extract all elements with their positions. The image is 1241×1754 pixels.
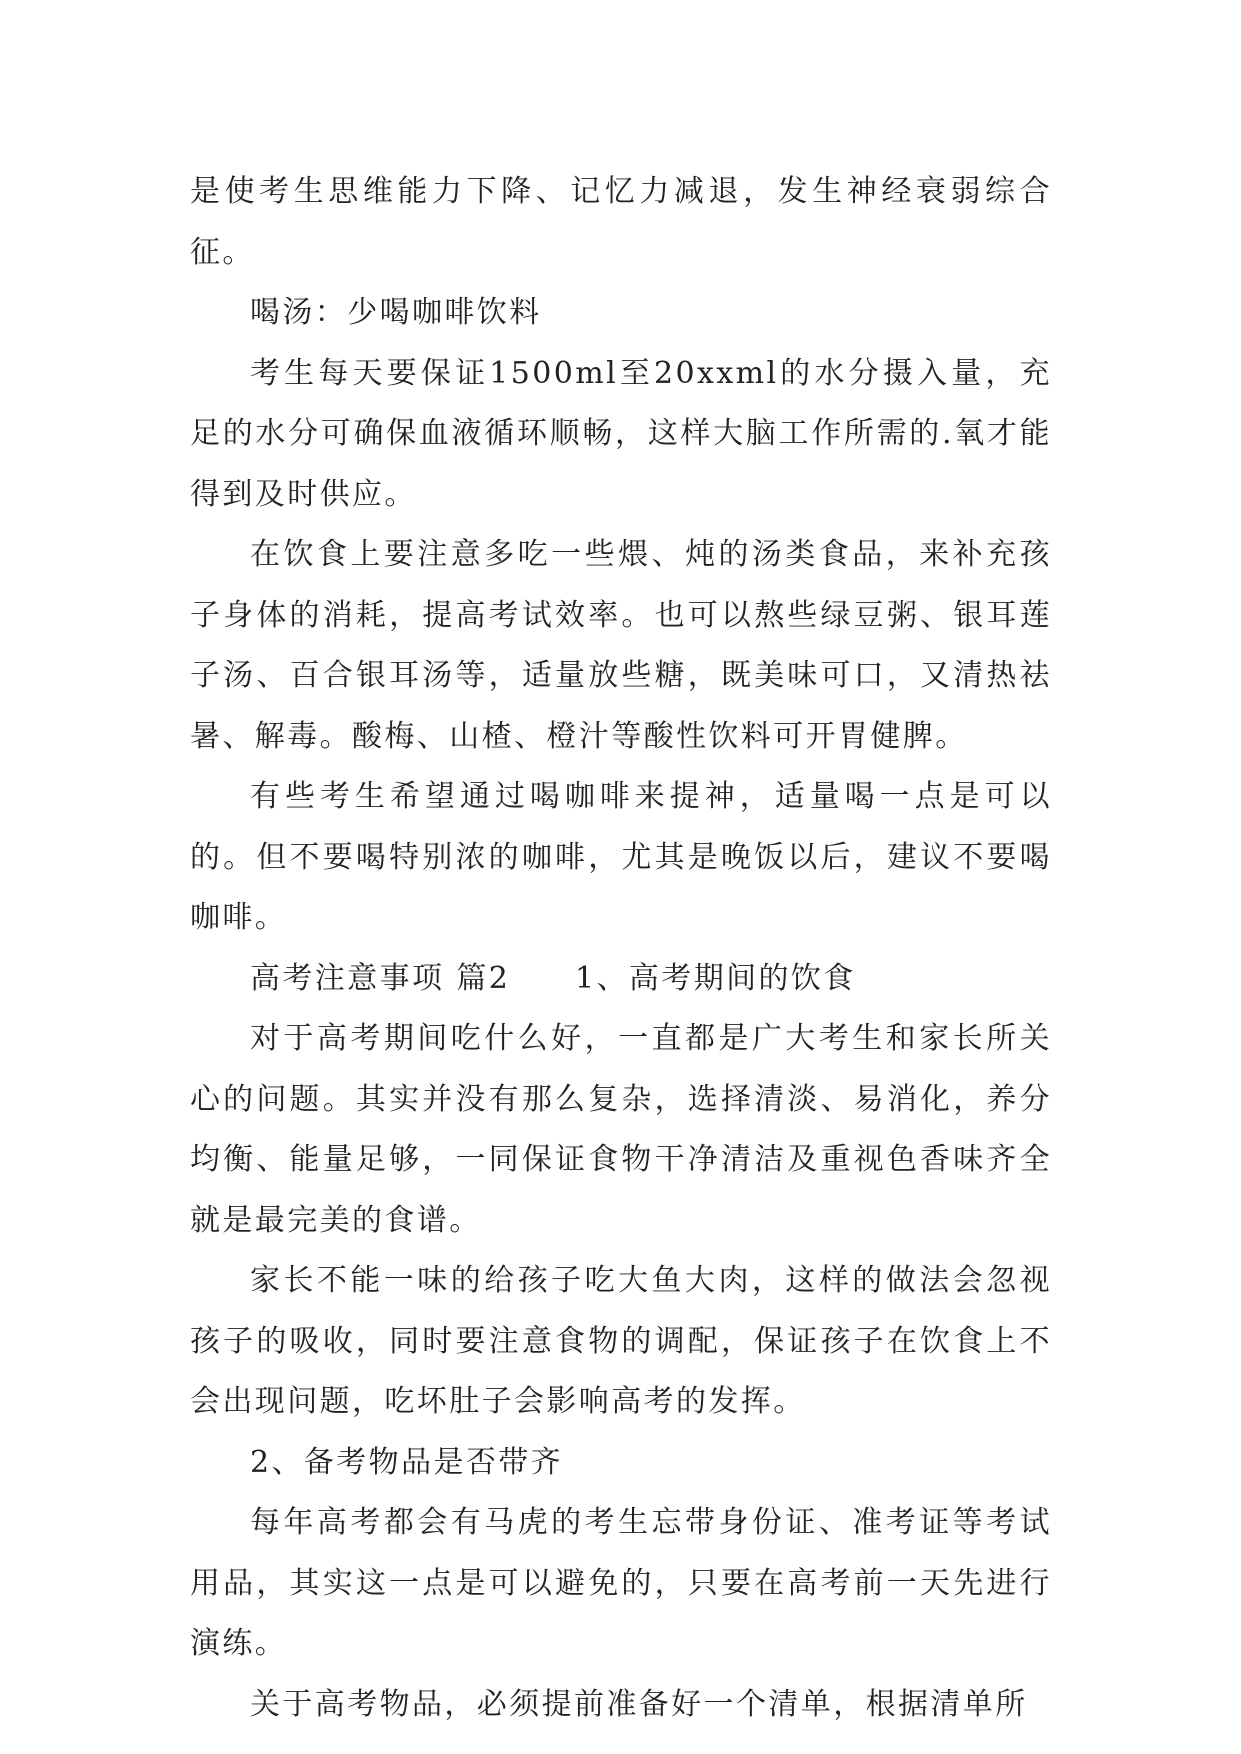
paragraph-continuation: 是使考生思维能力下降、记忆力减退，发生神经衰弱综合征。 (190, 174, 1052, 270)
paragraph-forgotten-items: 每年高考都会有马虎的考生忘带身份证、准考证等考试用品，其实这一点是可以避免的，只要在高考前一天先进行演练。 (190, 1505, 1052, 1661)
paragraph-diet-question: 对于高考期间吃什么好，一直都是广大考生和家长所关心的问题。其实并没有那么复杂，选择清淡、易消化，养分均衡、能量足够，一同保证食物干净清洁及重视色香味齐全就是最完美的食谱。 (190, 1021, 1052, 1238)
section-heading-soup: 喝汤：少喝咖啡饮料 (250, 295, 542, 330)
paragraph-coffee: 有些考生希望通过喝咖啡来提神，适量喝一点是可以的。但不要喝特别浓的咖啡，尤其是晚饭以后，建议不要喝咖啡。 (190, 779, 1052, 935)
paragraph-water-intake: 考生每天要保证1500ml至20xxml的水分摄入量，充足的水分可确保血液循环顺畅，这样大脑工作所需的.氧才能得到及时供应。 (190, 355, 1052, 512)
paragraph-soup-foods: 在饮食上要注意多吃一些煨、炖的汤类食品，来补充孩子身体的消耗，提高考试效率。也可以熬些绿豆粥、银耳莲子汤、百合银耳汤等，适量放些糖，既美味可口，又清热祛暑、解毒。酸梅、山楂、橙汁等酸性饮料可开胃健脾。 (190, 537, 1052, 754)
paragraph-parents-advice: 家长不能一味的给孩子吃大鱼大肉，这样的做法会忽视孩子的吸收，同时要注意食物的调配，保证孩子在饮食上不会出现问题，吃坏肚子会影响高考的发挥。 (190, 1263, 1052, 1419)
document-body (190, 162, 1052, 1735)
paragraph-checklist: 关于高考物品，必须提前准备好一个清单，根据清单所 (250, 1686, 1028, 1722)
section-heading-supplies: 2、备考物品是否带齐 (250, 1444, 564, 1480)
section-heading-part2: 高考注意事项 篇2 1、高考期间的饮食 (250, 960, 856, 996)
